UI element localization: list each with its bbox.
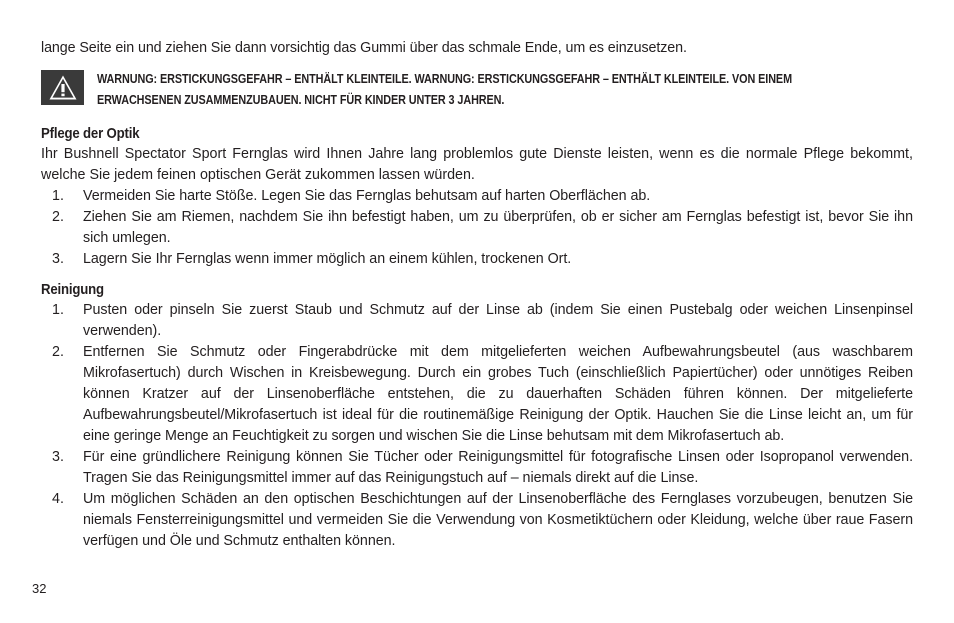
list-item	[41, 489, 913, 552]
page-number: 32	[32, 581, 47, 596]
list-item	[41, 249, 913, 270]
list-item-number: 4.	[52, 491, 64, 507]
warning-triangle-icon	[41, 70, 84, 105]
list-item-text: Für eine gründlichere Reinigung können Sie Tücher oder Reinigungsmittel für fotografische Linsen oder Isopropanol verwenden. Tragen Sie das Reinigungsmittel immer auf das Reinigungstuch auf – niemals direkt auf die Linse.	[83, 449, 913, 486]
list-item-text: Um möglichen Schäden an den optischen Beschichtungen auf der Linsenoberfläche des Fernglases vorzubeugen, benutzen Sie niemals Fensterreinigungsmittel und vermeiden Sie die Verwendung von Kosmetiktüchern oder Kleidung, welche über raue Fasern verfügen und Öle und Schmutz enthalten können.	[83, 491, 913, 549]
care-intro-paragraph: Ihr Bushnell Spectator Sport Fernglas wird Ihnen Jahre lang problemlos gute Dienste leisten, wenn es die normale Pflege bekommt, welche Sie jedem feinen optischen Gerät zukommen lassen würden.	[41, 146, 913, 183]
list-item-text: Entfernen Sie Schmutz oder Fingerabdrücke mit dem mitgelieferten weichen Aufbewahrungsbeutel (aus waschbarem Mikrofasertuch) durch Wischen in Kreisbewegung. Durch ein grobes Tuch (einschließlich Papiertücher) oder unnötiges Reiben können Kratzer auf der Linsenoberfläche entstehen, die zu dauerhaften Schäden führen können. Der mitgelieferte Aufbewahrungsbeutel/Mikrofasertuch ist ideal für die routinemäßige Reinigung der Optik. Hauchen Sie die Linse leicht an, um für eine geringe Menge an Feuchtigkeit zu sorgen und wischen Sie die Linse behutsam mit dem Mikrofasertuch ab.	[83, 344, 913, 444]
warning-block	[41, 69, 913, 110]
list-item-text: Pusten oder pinseln Sie zuerst Staub und Schmutz auf der Linse ab (indem Sie einen Pustebalg oder weichen Linsenpinsel verwenden).	[83, 302, 913, 339]
list-item-number: 1.	[52, 302, 64, 318]
care-heading: Pflege der Optik	[41, 125, 140, 142]
list-item-text: Ziehen Sie am Riemen, nachdem Sie ihn befestigt haben, um zu überprüfen, ob er sicher am Fernglas befestigt ist, bevor Sie ihn sich umlegen.	[83, 209, 913, 246]
list-item-number: 3.	[52, 449, 64, 465]
document-page	[41, 38, 913, 552]
list-item	[41, 186, 913, 207]
warning-triangle-icon-graphic	[48, 74, 78, 101]
list-item-number: 2.	[52, 209, 64, 225]
cleaning-heading: Reinigung	[41, 281, 104, 298]
list-item-number: 2.	[52, 344, 64, 360]
list-item-number: 3.	[52, 251, 64, 267]
cleaning-list	[41, 300, 913, 552]
intro-paragraph: lange Seite ein und ziehen Sie dann vorsichtig das Gummi über das schmale Ende, um es einzusetzen.	[41, 40, 687, 56]
list-item	[41, 447, 913, 489]
list-item	[41, 342, 913, 447]
list-item-number: 1.	[52, 188, 64, 204]
warning-text: WARNUNG: ERSTICKUNGSGEFAHR – ENTHÄLT KLEINTEILE. WARNUNG: ERSTICKUNGSGEFAHR – ENTHÄLT KLEINTEILE. VON EINEM ERWACHSENEN ZUSAMMENZUBAUEN. NICHT FÜR KINDER UNTER 3 JAHREN.	[97, 72, 793, 107]
list-item	[41, 207, 913, 249]
list-item	[41, 300, 913, 342]
list-item-text: Lagern Sie Ihr Fernglas wenn immer möglich an einem kühlen, trockenen Ort.	[83, 251, 572, 267]
care-list	[41, 186, 913, 270]
list-item-text: Vermeiden Sie harte Stöße. Legen Sie das Fernglas behutsam auf harten Oberflächen ab.	[83, 188, 651, 204]
